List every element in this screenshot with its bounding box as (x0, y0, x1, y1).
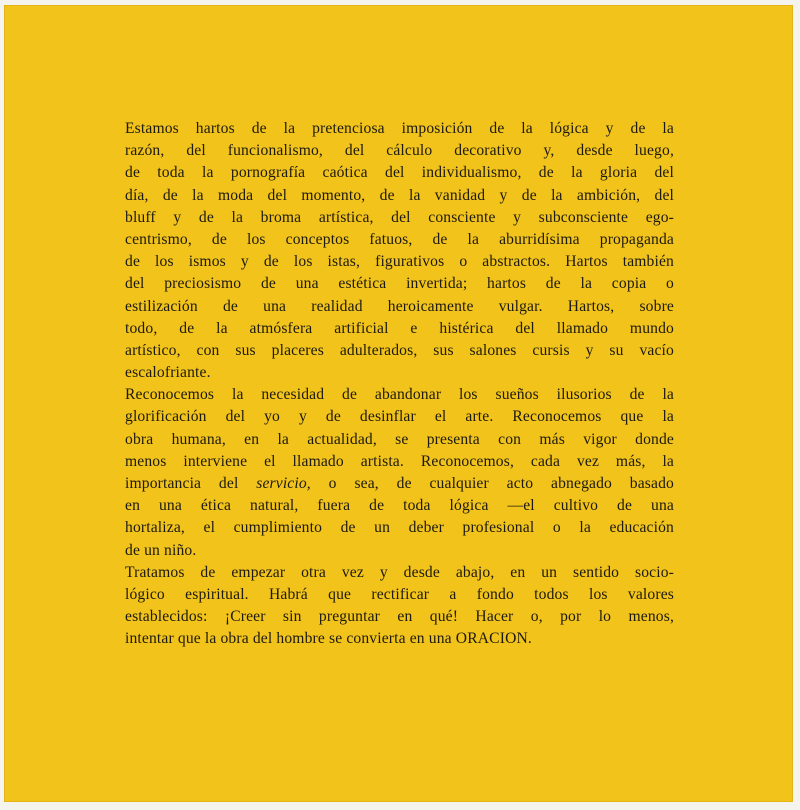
text-line (125, 229, 674, 251)
text-segment: estilización de una realidad heroicamente vulgar. Hartos, sobre (125, 297, 674, 315)
text-line (125, 296, 674, 318)
text-segment: artístico, con sus placeres adulterados, sus salones cursis y su vacío (125, 341, 674, 359)
text-segment: lógico espiritual. Habrá que rectificar a fondo todos los valores (125, 585, 674, 603)
text-segment: razón, del funcionalismo, del cálculo decorativo y, desde luego, (125, 142, 674, 160)
text-line (125, 384, 674, 406)
text-line (125, 540, 674, 562)
text-line (125, 340, 674, 362)
text-segment: de toda la pornografía caótica del individualismo, de la gloria del (125, 164, 674, 182)
text-line (125, 451, 674, 473)
text-segment: Tratamos de empezar otra vez y desde abajo, en un sentido socio- (125, 563, 674, 581)
text-line (125, 185, 674, 207)
text-segment: Reconocemos la necesidad de abandonar los sueños ilusorios de la (125, 386, 674, 404)
text-segment: escalofriante. (125, 364, 211, 382)
yellow-sheet (4, 5, 793, 802)
text-line (125, 584, 674, 606)
paragraph (125, 562, 674, 651)
paragraph (125, 384, 674, 562)
text-line (125, 517, 674, 539)
text-segment: o sea, de cualquier acto abnegado basado (310, 475, 674, 492)
text-line (125, 628, 674, 650)
text-segment: bluff y de la broma artística, del consciente y subconsciente ego- (125, 208, 674, 226)
text-segment: intentar que la obra del hombre se convierta en una ORACION. (125, 630, 532, 648)
text-line (125, 162, 674, 184)
text-line (125, 362, 674, 384)
text-line (125, 562, 674, 584)
text-line (125, 318, 674, 340)
text-segment: hortaliza, el cumplimiento de un deber profesional o la educación (125, 519, 674, 537)
text-segment: glorificación del yo y de desinflar el arte. Reconocemos que la (125, 408, 674, 426)
text-segment: importancia del (125, 475, 257, 492)
text-segment: menos interviene el llamado artista. Reconocemos, cada vez más, la (125, 452, 674, 470)
text-segment: Estamos hartos de la pretenciosa imposición de la lógica y de la (125, 120, 674, 137)
text-line (125, 251, 674, 273)
manifesto-text (125, 118, 674, 651)
emphasized-word: servicio, (256, 475, 311, 492)
text-line (125, 273, 674, 295)
text-segment: todo, de la atmósfera artificial e histérica del llamado mundo (125, 319, 674, 337)
text-line (125, 606, 674, 628)
text-line (125, 429, 674, 451)
text-segment: centrismo, de los conceptos fatuos, de la aburridísima propaganda (125, 230, 674, 248)
text-line (125, 140, 674, 162)
text-segment: en una ética natural, fuera de toda lógica —el cultivo de una (125, 497, 674, 515)
text-segment: día, de la moda del momento, de la vanidad y de la ambición, del (125, 186, 674, 204)
text-line (125, 207, 674, 229)
paragraph (125, 118, 674, 384)
text-segment: de los ismos y de los istas, figurativos o abstractos. Hartos también (125, 253, 674, 271)
text-segment: de un niño. (125, 541, 197, 559)
text-line (125, 495, 674, 517)
text-segment: establecidos: ¡Creer sin preguntar en qué! Hacer o, por lo menos, (125, 608, 674, 626)
text-line (125, 473, 674, 495)
text-line (125, 118, 674, 140)
text-line (125, 406, 674, 428)
text-segment: obra humana, en la actualidad, se presenta con más vigor donde (125, 430, 674, 448)
text-segment: del preciosismo de una estética invertida; hartos de la copia o (125, 275, 674, 293)
